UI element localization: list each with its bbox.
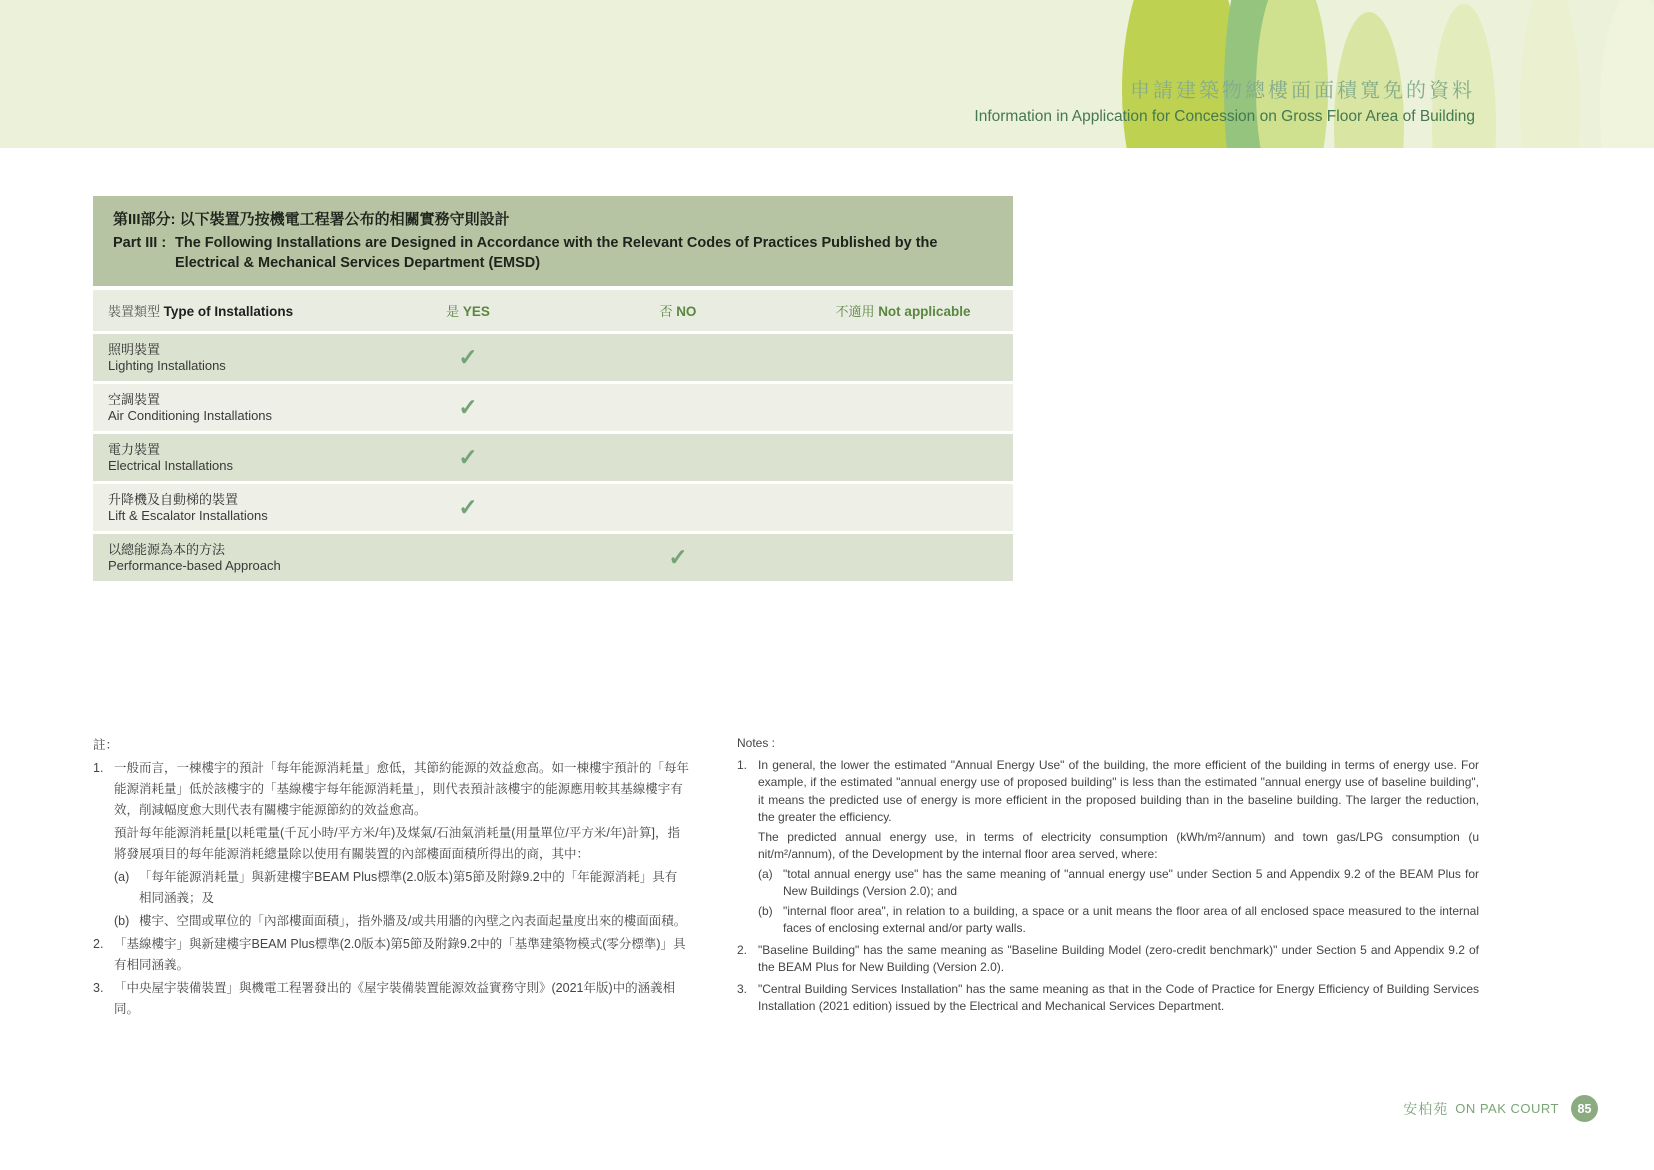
note-number: 3. (737, 981, 748, 996)
row-label-zh: 電力裝置 (108, 441, 161, 457)
note-zh-1a (114, 867, 689, 909)
column-na-zh: 不適用 (835, 304, 875, 319)
note-body: "Baseline Building" has the same meaning as "Baseline Building Model (zero-credit benchmark)" under Section 5 and Appendix 9.2 of the BEAM Plus for New Building (Version 2.0). (758, 942, 1479, 974)
column-type-zh: 裝置類型 (108, 304, 161, 319)
note-number: 2. (737, 942, 748, 957)
table-part-title (93, 196, 1013, 286)
column-na-en: Not applicable (878, 304, 971, 319)
note-number: 2. (93, 937, 104, 951)
column-type-of-installations (93, 301, 373, 320)
row-label (93, 492, 373, 524)
page-header-banner (0, 0, 1654, 148)
note-body (114, 758, 689, 932)
table-row (93, 484, 1013, 531)
sub-number: (a) (758, 866, 773, 881)
column-no-zh: 否 (659, 304, 673, 319)
note-body: 「中央屋宇裝備裝置」與機電工程署發出的《屋宇裝備裝置能源效益實務守則》(2021年版)中的涵義相同。 (114, 981, 676, 1016)
column-no (563, 301, 793, 320)
note-en-1-p1: In general, the lower the estimated "Annual Energy Use" of the building, the more efficient of the building in terms of energy use. For example, if the estimated "annual energy use of proposed building" is less than the estimated "annual energy use of baseline building", it means the predicted use of energy is more efficient in the proposed building than in the baseline building. The larger the reduction, the greater the efficiency. (758, 757, 1479, 824)
note-en-1-p2: The predicted annual energy use, in terms of electricity consumption (kWh/m²/annum) and town gas/LPG consumption (u nit/m²/annum), of the Development by the internal floor area served, where: (758, 829, 1479, 861)
table-row (93, 534, 1013, 581)
part-title-en-line2: Electrical & Mechanical Services Department (EMSD) (175, 255, 541, 271)
notes-chinese (93, 735, 689, 1020)
leaf-shape-icon (1520, 0, 1580, 148)
note-zh-2 (93, 934, 689, 976)
part-title-en-text (175, 233, 937, 273)
column-no-en: NO (676, 304, 697, 319)
part-label: Part III : (113, 235, 167, 251)
leaf-shape-icon (1600, 0, 1654, 148)
cell-yes: ✓ (458, 494, 478, 520)
row-label-en: Air Conditioning Installations (108, 407, 273, 423)
page-title-en: Information in Application for Concession on Gross Floor Area of Building (974, 108, 1475, 125)
cell-yes: ✓ (458, 444, 478, 470)
note-en-1a (758, 866, 1479, 901)
page-title-zh: 申請建築物總樓面面積寬免的資料 (1130, 80, 1475, 102)
part-title-en-line1: The Following Installations are Designed in Accordance with the Relevant Codes of Practices Published by the (175, 235, 938, 251)
table-row (93, 434, 1013, 481)
cell-no: ✓ (668, 544, 688, 570)
notes-zh-heading: 註： (93, 738, 119, 752)
row-label (93, 442, 373, 474)
row-label-zh: 照明裝置 (108, 341, 161, 357)
note-number: 1. (737, 757, 748, 772)
row-label (93, 392, 373, 424)
column-not-applicable (793, 301, 1013, 320)
note-zh-1-p2: 預計每年能源消耗量[以耗電量(千瓦小時/平方米/年)及煤氣/石油氣消耗量(用量單位/平方米/年)計算]，指將發展項目的每年能源消耗總量除以使用有關裝置的內部樓面面積所得出的商，其中： (114, 826, 680, 861)
row-label-zh: 以總能源為本的方法 (108, 541, 226, 557)
installations-table (93, 196, 1013, 581)
sub-number: (a) (114, 870, 130, 884)
note-number: 1. (93, 761, 104, 775)
page-footer (1403, 1095, 1598, 1122)
cell-yes: ✓ (458, 394, 478, 420)
note-body (758, 757, 1479, 938)
note-body: "Central Building Services Installation" has the same meaning as that in the Code of Practice for Energy Efficiency of Building Services Installation (2021 edition) issued by the Electrical and Mechanical Services Department. (758, 981, 1479, 1013)
note-zh-1 (93, 758, 689, 932)
row-label-en: Lighting Installations (108, 357, 226, 373)
row-label-en: Performance-based Approach (108, 557, 281, 573)
sub-number: (b) (114, 914, 130, 928)
row-label-zh: 空調裝置 (108, 391, 161, 407)
part-title-en (113, 233, 993, 273)
table-row (93, 384, 1013, 431)
note-zh-3 (93, 978, 689, 1020)
column-yes-zh: 是 (446, 304, 460, 319)
table-row (93, 334, 1013, 381)
note-zh-1-p1: 一般而言，一棟樓宇的預計「每年能源消耗量」愈低，其節約能源的效益愈高。如一棟樓宇預計的「每年能源消耗量」低於該樓宇的「基線樓宇每年能源消耗量」，則代表預計該樓宇的能源應用較其基線樓宇有效，削減幅度愈大則代表有關樓宇能源節約的效益愈高。 (114, 761, 690, 817)
installations-rows (93, 334, 1013, 581)
cell-yes: ✓ (458, 344, 478, 370)
notes-en-heading: Notes : (737, 736, 776, 750)
note-en-1b (758, 903, 1479, 938)
sub-body: "internal floor area", in relation to a building, a space or a unit means the floor area of all enclosed space measured to the internal faces of enclosing external and/or party walls. (783, 903, 1479, 935)
row-label-zh: 升降機及自動梯的裝置 (108, 491, 239, 507)
estate-name-en: ON PAK COURT (1455, 1101, 1559, 1116)
row-label (93, 542, 373, 574)
table-column-header (93, 290, 1013, 331)
note-en-3 (737, 981, 1479, 1016)
sub-body: 樓宇、空間或單位的「內部樓面面積」，指外牆及/或共用牆的內壁之內表面起量度出來的樓面面積。 (139, 914, 687, 928)
row-label-en: Lift & Escalator Installations (108, 507, 268, 523)
notes-english (737, 735, 1479, 1016)
column-yes-en: YES (462, 304, 490, 319)
part-title-zh: 第III部分: 以下裝置乃按機電工程署公布的相關實務守則設計 (113, 211, 510, 228)
column-type-en: Type of Installations (163, 304, 294, 319)
sub-number: (b) (758, 903, 773, 918)
column-yes (373, 301, 563, 320)
sub-body: "total annual energy use" has the same meaning of "annual energy use" under Section 5 and Appendix 9.2 of the BEAM Plus for New Buildings (Version 2.0); and (783, 866, 1479, 898)
note-en-1 (737, 757, 1479, 938)
note-number: 3. (93, 981, 104, 995)
note-body: 「基線樓宇」與新建樓宇BEAM Plus標準(2.0版本)第5節及附錄9.2中的「基準建築物模式(零分標準)」具有相同涵義。 (114, 937, 686, 972)
sub-body: 「每年能源消耗量」與新建樓宇BEAM Plus標準(2.0版本)第5節及附錄9.2中的「年能源消耗」具有相同涵義；及 (139, 870, 678, 905)
note-zh-1b (114, 911, 689, 932)
row-label-en: Electrical Installations (108, 457, 233, 473)
estate-name-zh: 安柏苑 (1403, 1100, 1449, 1117)
page-number-badge: 85 (1571, 1095, 1598, 1122)
note-en-2 (737, 942, 1479, 977)
row-label (93, 342, 373, 374)
page-title (974, 74, 1475, 126)
